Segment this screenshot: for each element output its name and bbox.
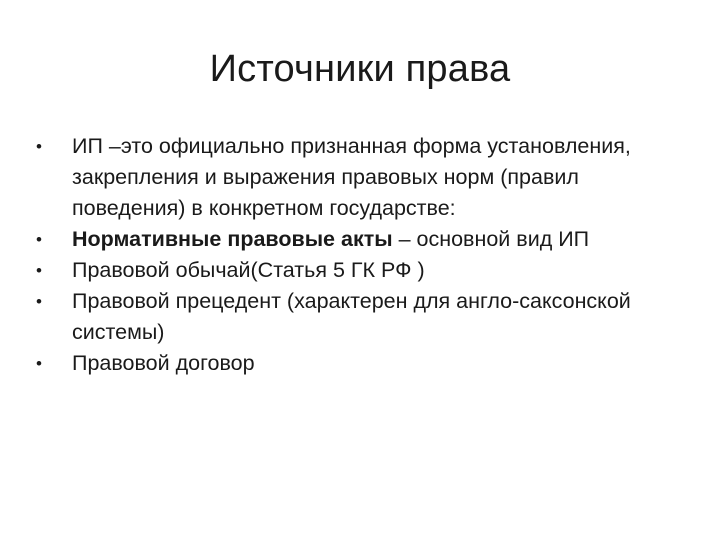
bullet-icon: • bbox=[36, 137, 42, 156]
bullet-text: Правовой обычай(Статья 5 ГК РФ ) bbox=[72, 258, 425, 282]
bullet-item-contract bbox=[36, 348, 686, 379]
bullet-item-normative-acts bbox=[36, 224, 686, 255]
bullet-text: – основной вид ИП bbox=[392, 227, 590, 251]
bullet-list bbox=[36, 131, 686, 379]
bullet-bold-text: Нормативные правовые акты bbox=[72, 227, 393, 251]
bullet-item-custom bbox=[36, 255, 686, 286]
bullet-item-precedent bbox=[36, 286, 686, 348]
bullet-icon: • bbox=[36, 261, 42, 280]
bullet-text: ИП –это официально признанная форма установления, закрепления и выражения правовых норм (правил поведения) в конкретном государстве: bbox=[72, 134, 631, 220]
bullet-icon: • bbox=[36, 354, 42, 373]
bullet-icon: • bbox=[36, 292, 42, 311]
slide-title: Источники права bbox=[209, 48, 511, 90]
bullet-text: Правовой договор bbox=[72, 351, 255, 375]
bullet-text: Правовой прецедент (характерен для англо-саксонской системы) bbox=[72, 289, 631, 344]
bullet-icon: • bbox=[36, 230, 42, 249]
bullet-item-definition bbox=[36, 131, 686, 224]
